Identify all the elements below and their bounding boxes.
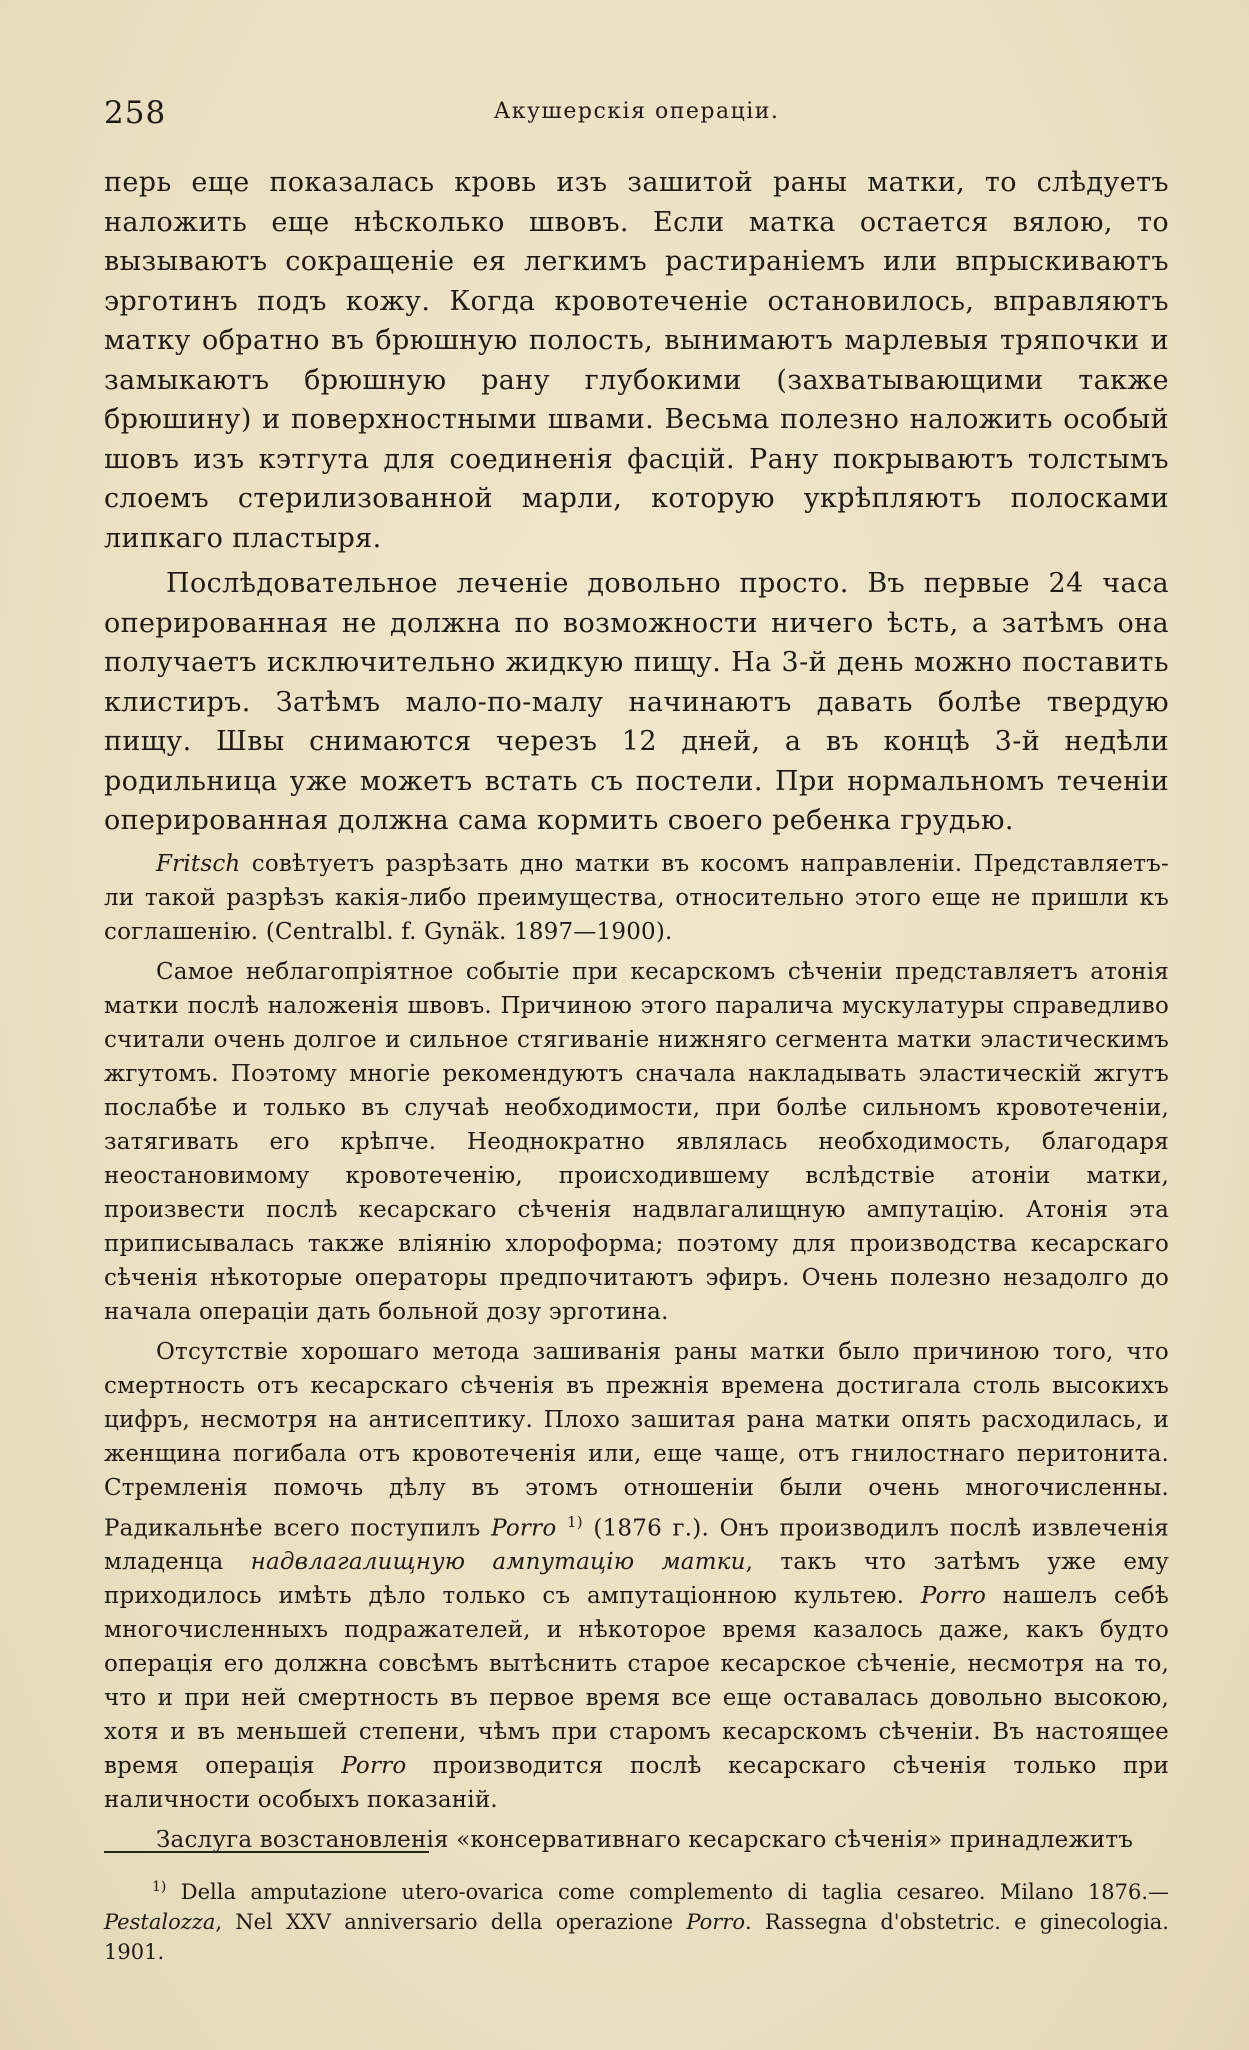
footnote-text: . Rassegna d'obstetric. e ginecologia. 1901.	[104, 1910, 1169, 1964]
footnote-reference: 1)	[567, 1512, 583, 1531]
footnote-marker: 1)	[152, 1879, 167, 1895]
emphasized-term: надвлагалищную ампутацію матки	[250, 1549, 746, 1576]
running-title: Акушерскія операціи.	[493, 99, 780, 124]
author-name: Porro	[491, 1515, 557, 1542]
paragraph-atony: Самое неблагопріятное событіе при кесарскомъ сѣченіи представляетъ атонія матки послѣ наложенія швовъ. Причиною этого паралича мускулатуры справедливо считали очень долгое и сильное стягиваніе нижняго сегмента матки эластическимъ жгутомъ. Поэтому многіе рекомендуютъ сначала накладывать эластическій жгутъ послабѣе и только въ случаѣ необходимости, при болѣе сильномъ кровотеченіи, затягивать его крѣпче. Неоднократно являлась необходимость, благодаря неостановимому кровотеченію, происходившему вслѣдствіе атоніи матки, произвести послѣ кесарскаго сѣченія надвлагалищную ампутацію. Атонія эта приписывалась также вліянію хлороформа; поэтому для производства кесарскаго сѣченія нѣкоторые операторы предпочитаютъ эфиръ. Очень полезно незадолго до начала операціи дать больной дозу эрготина.	[104, 958, 1169, 1325]
footnote-text: Della amputazione utero-ovarica come complemento di taglia cesareo. Milano 1876.—	[166, 1880, 1169, 1904]
paragraph-text: нашелъ себѣ многочисленныхъ подражателей, и нѣкоторое время казалось даже, какъ будто операція его должна совсѣмъ вытѣснить старое кесарское сѣченіе, несмотря на то, что и при ней смертность въ первое время все еще оставалась довольно высокою, хотя и въ меньшей степени, чѣмъ при старомъ кесарскомъ сѣченіи. Въ настоящее время операція	[104, 1583, 1169, 1780]
paragraph-aftercare: Послѣдовательное леченіе довольно просто. Въ первые 24 часа оперированная не должна по возможности ничего ѣсть, а затѣмъ она получаетъ исключительно жидкую пищу. На 3-й день можно поставить клистиръ. Затѣмъ мало-по-малу начинаютъ давать болѣе твердую пищу. Швы снимаются черезъ 12 дней, а въ концѣ 3-й недѣли родильница уже можетъ встать съ постели. При нормальномъ теченіи оперированная должна сама кормить своего ребенка грудью.	[104, 568, 1169, 836]
paragraph-text: Отсутствіе хорошаго метода зашиванія раны матки было причиною того, что смертность отъ кесарскаго сѣченія въ прежнія времена достигала столь высокихъ цифръ, несмотря на антисептику. Плохо зашитая рана матки опять расходилась, и женщина погибала отъ кровотеченія или, еще чаще, отъ гнилостнаго перитонита. Стремленія помочь дѣлу въ этомъ отношеніи были очень многочисленны. Радикальнѣе всего поступилъ	[104, 1338, 1169, 1542]
page-header	[104, 95, 1169, 135]
author-name: Fritsch	[156, 850, 241, 877]
body-text	[104, 163, 1169, 1857]
footnote-text: , Nel XXV anniversario della operazione	[215, 1910, 687, 1934]
footnote-author: Pestalozza	[104, 1910, 216, 1934]
author-name: Porro	[920, 1583, 987, 1610]
footnote	[104, 1872, 1169, 1967]
paragraph-porro	[104, 1335, 1169, 1818]
paragraph-conservative: Заслуга возстановленія «консервативнаго кесарскаго сѣченія» принадлежитъ	[156, 1827, 1134, 1854]
paragraph-text: совѣтуетъ разрѣзать дно матки въ косомъ направленіи. Представляетъ-ли такой разрѣзъ какія-либо преимущества, относительно этого еще не пришли къ соглашенію. (Centralbl. f. Gynäk. 1897—1900).	[104, 850, 1169, 945]
page-number: 258	[104, 95, 167, 131]
footnote-author: Porro	[686, 1910, 746, 1934]
paragraph-text: (1876 г.). Онъ производилъ послѣ извлеченія младенца	[104, 1515, 1169, 1576]
footnote-divider	[104, 1851, 429, 1853]
author-name: Porro	[341, 1753, 407, 1780]
paragraph-continuation: перь еще показалась кровь изъ зашитой раны матки, то слѣдуетъ наложить еще нѣсколько швовъ. Если матка остается вялою, то вызываютъ сокращеніе ея легкимъ растираніемъ или впрыскиваютъ эрготинъ подъ кожу. Когда кровотеченіе остановилось, вправляютъ матку обратно въ брюшную полость, вынимаютъ марлевыя тряпочки и замыкаютъ брюшную рану глубокими (захватывающими также брюшину) и поверхностными швами. Весьма полезно наложить особый шовъ изъ кэтгута для соединенія фасцій. Рану покрываютъ толстымъ слоемъ стерилизованной марли, которую укрѣпляютъ полосками липкаго пластыря.	[104, 167, 1169, 554]
paragraph-text: , такъ что затѣмъ уже ему приходилось имѣть дѣло только съ ампутаціонною культею.	[104, 1549, 1169, 1610]
paragraph-fritsch	[104, 847, 1169, 949]
paragraph-text: производится послѣ кесарскаго сѣченія только при наличности особыхъ показаній.	[104, 1753, 1170, 1814]
